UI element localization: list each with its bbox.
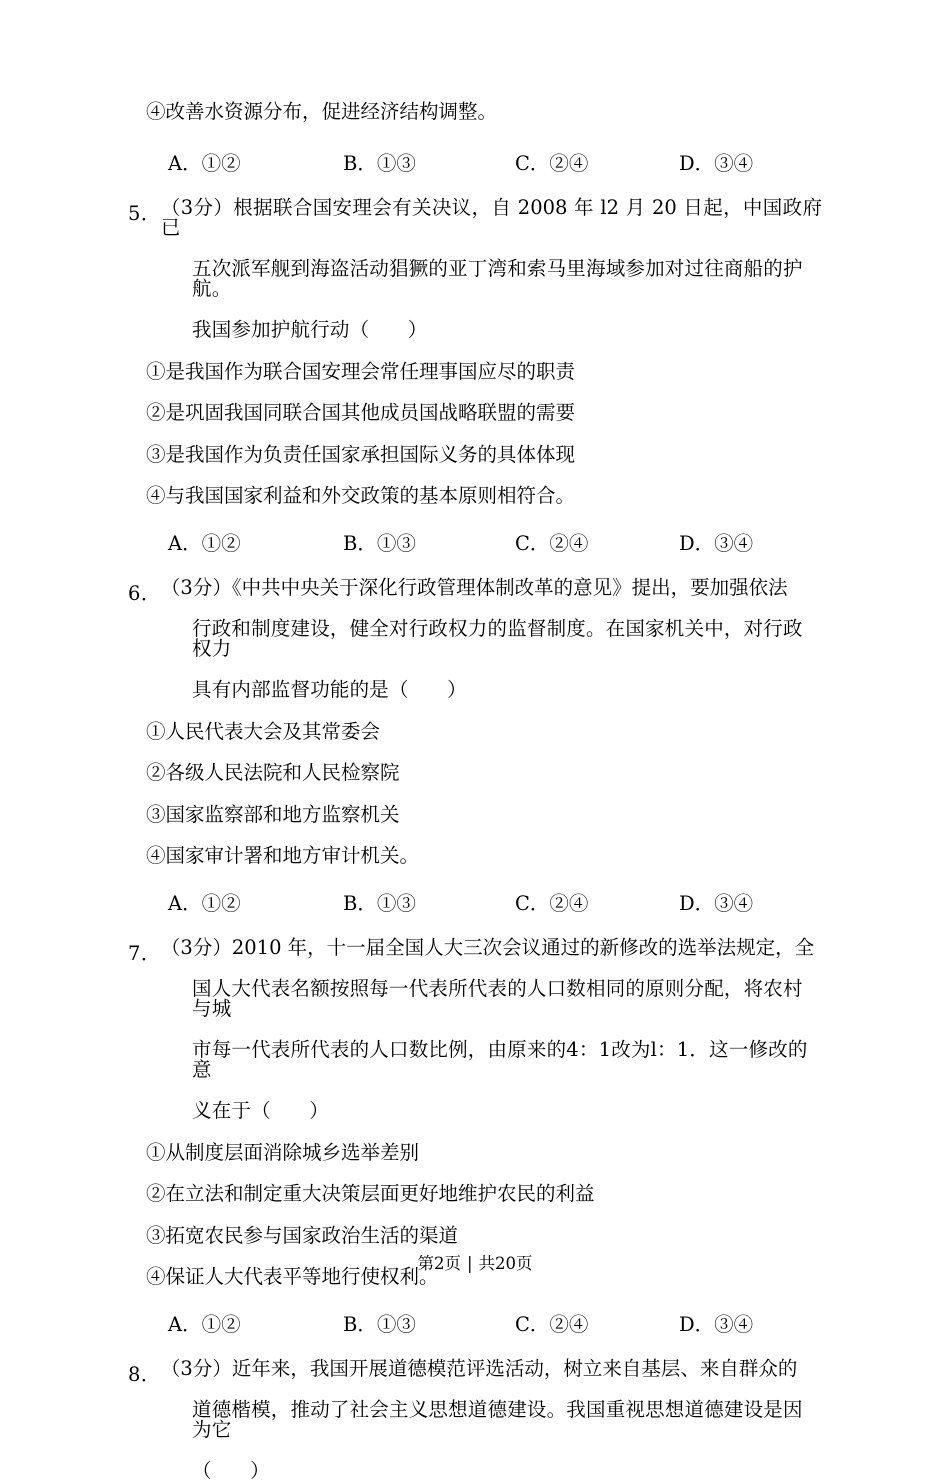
options-row — [128, 148, 822, 176]
question-7-statement-4: ④保证人大代表平等地行使权利。 — [146, 1265, 439, 1288]
question-7-options-row — [128, 1309, 822, 1337]
question-7-stem-line-4: 义在于（ ） — [192, 1099, 329, 1122]
question-7-stem-line-2: 国人大代表名额按照每一代表所代表的人口数相同的原则分配，将农村与城 — [192, 977, 803, 1020]
question-5-option-d[interactable]: D．③④ — [679, 531, 754, 555]
question-6-options-row — [128, 888, 822, 916]
question-7-statement-3: ③拓宽农民参与国家政治生活的渠道 — [146, 1223, 459, 1247]
question-6-stem — [128, 575, 822, 620]
question-5-option-c[interactable]: C．②④ — [515, 531, 589, 555]
question-6-statement-2: ②各级人民法院和人民检察院 — [146, 761, 400, 784]
question-5-statement-1: ①是我国作为联合国安理会常任理事国应尽的职责 — [146, 359, 576, 383]
footer-total-pages: 共20页 — [478, 1254, 533, 1273]
footer-page-number: 第2页 — [417, 1254, 461, 1273]
question-5 — [128, 198, 822, 556]
question-5-score: （3分） — [160, 196, 234, 219]
question-6-statement-4: ④国家审计署和地方审计机关。 — [146, 844, 420, 867]
question-7-option-a[interactable]: A．①② — [168, 1312, 241, 1336]
question-7-score: （3分） — [160, 935, 232, 959]
option-a[interactable]: A．①② — [168, 152, 241, 175]
question-6-statement-3: ③国家监察部和地方监察机关 — [146, 802, 400, 826]
option-b[interactable]: B．①③ — [343, 152, 416, 175]
top-fragment: ④改善水资源分布，促进经济结构调整。 — [146, 100, 498, 123]
question-8-number: 8． — [128, 1362, 161, 1386]
question-7-stem-line-1: 2010 年，十一届全国人大三次会议通过的新修改的选举法规定，全 — [231, 935, 815, 959]
question-7-option-b[interactable]: B．①③ — [343, 1312, 416, 1336]
question-8-stem — [128, 1356, 822, 1401]
question-6-stem-line-3: 具有内部监督功能的是（ ） — [192, 678, 467, 701]
question-5-option-a[interactable]: A．①② — [168, 531, 241, 555]
option-c[interactable]: C．②④ — [515, 152, 589, 175]
question-6 — [128, 575, 822, 916]
question-5-stem — [128, 198, 822, 259]
question-8-stem-line-3: （ ） — [192, 1459, 270, 1482]
question-5-options-row — [128, 528, 822, 556]
question-6-stem-line-2: 行政和制度建设，健全对行政权力的监督制度。在国家机关中，对行政权力 — [192, 617, 803, 660]
question-6-option-a[interactable]: A．①② — [168, 891, 241, 915]
question-6-number: 6． — [128, 581, 161, 605]
question-5-statement-2: ②是巩固我国同联合国其他成员国战略联盟的需要 — [146, 401, 576, 424]
question-5-statement-3: ③是我国作为负责任国家承担国际义务的具体体现 — [146, 442, 576, 466]
footer-separator: | — [466, 1254, 473, 1273]
page-footer — [0, 1250, 950, 1274]
question-7-number: 7． — [128, 941, 161, 965]
question-7-option-c[interactable]: C．②④ — [515, 1312, 589, 1336]
question-5-stem-line-2: 五次派军舰到海盗活动猖獗的亚丁湾和索马里海域参加对过往商船的护航。 — [192, 257, 803, 300]
question-5-statement-4: ④与我国国家利益和外交政策的基本原则相符合。 — [146, 484, 576, 507]
question-5-stem-line-1: 根据联合国安理会有关决议，自 2008 年 l2 月 20 日起，中国政府已 — [160, 196, 822, 239]
question-5-stem-line-3: 我国参加护航行动（ ） — [192, 318, 428, 341]
question-7-statement-2: ②在立法和制定重大决策层面更好地维护农民的利益 — [146, 1182, 595, 1205]
question-6-option-d[interactable]: D．③④ — [679, 891, 754, 915]
question-8-score: （3分） — [160, 1356, 232, 1380]
question-7-stem-line-3: 市每一代表所代表的人口数比例，由原来的4：1改为l：1．这一修改的意 — [192, 1038, 808, 1081]
question-5-option-b[interactable]: B．①③ — [343, 531, 416, 555]
question-7-stem — [128, 935, 822, 980]
question-7-statement-1: ①从制度层面消除城乡选举差别 — [146, 1140, 420, 1164]
question-7-option-d[interactable]: D．③④ — [679, 1312, 754, 1336]
question-6-option-b[interactable]: B．①③ — [343, 891, 416, 915]
question-6-statement-1: ①人民代表大会及其常委会 — [146, 719, 381, 743]
question-8-stem-line-2: 道德楷模，推动了社会主义思想道德建设。我国重视思想道德建设是因为它 — [192, 1398, 803, 1441]
question-6-option-c[interactable]: C．②④ — [515, 891, 589, 915]
question-8-stem-line-1: 近年来，我国开展道德模范评选活动，树立来自基层、来自群众的 — [231, 1356, 798, 1380]
question-6-stem-line-1: 《中共中央关于深化行政管理体制改革的意见》提出，要加强依法 — [231, 575, 788, 599]
question-7 — [128, 935, 822, 1337]
question-8 — [128, 1356, 822, 1482]
question-5-number: 5． — [128, 202, 161, 225]
question-6-score: （3分） — [160, 575, 232, 599]
option-d[interactable]: D．③④ — [679, 152, 754, 175]
